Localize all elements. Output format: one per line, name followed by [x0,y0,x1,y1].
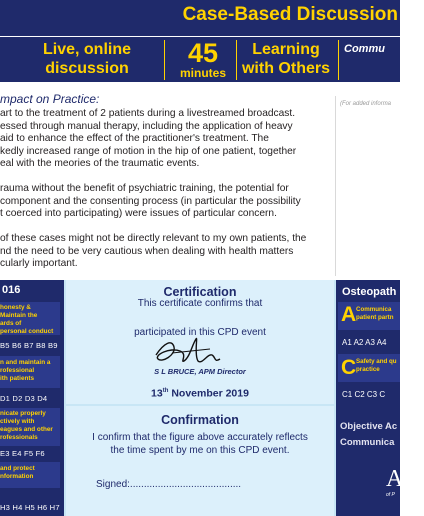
theme-a-text [356,306,393,321]
theme-text-line: Safety and qu [356,358,397,365]
standard-box-text [0,359,60,383]
learning-feature [236,40,336,78]
theme-text-line: Communica [356,306,392,313]
impact-heading: mpact on Practice: [0,92,100,106]
standard-text-line: eagues and other [0,426,53,433]
format-line1: Live, online [42,41,131,58]
theme-text-line: practice [356,365,380,373]
reflection-line: component and the consenting process (in particular the possibility [0,195,301,207]
theme-letter-c: C [341,356,357,379]
standard-text-line: nicate properly [0,410,46,417]
learning-line2: with Others [241,60,330,77]
reflection-line: eal with the meories of the traumatic events. [0,158,200,170]
reflection-line: cularly important. [0,258,78,270]
brand-logo: A [386,466,404,492]
reflection-line: t coerced into participating) were issues of particular concern. [0,208,277,220]
objective-line2: Communica [340,437,395,448]
standard-text-line: n and maintain a [0,359,51,366]
theme-letter-a: A [341,303,357,326]
confirmation-line1: I confirm that the figure above accurately reflects [92,432,308,443]
theme-text-line: patient partn [356,313,394,321]
signature-field[interactable] [96,479,241,490]
duration-value: 45 [187,38,219,68]
reflection-paragraph-3 [0,233,336,271]
objective-line1: Objective Ac [340,421,398,432]
format-line2: discussion [45,60,129,77]
confirmation-heading: Confirmation [161,413,239,427]
theme-a-codes: A1 A2 A3 A4 [342,338,387,347]
signature-image [150,333,230,369]
theme-c-codes: C1 C2 C3 C [342,390,386,399]
standard-box-text [0,304,60,336]
standard-codes: D1 D2 D3 D4 [0,394,48,403]
communication-feature: Commu [344,43,385,55]
confirmation-line2: the time spent by me on this CPD event. [110,445,290,456]
standard-text-line: ith patients [0,375,35,382]
standard-text-line: rofessionals [0,434,38,441]
certification-heading: Certification [163,285,237,299]
duration-unit: minutes [179,66,226,80]
page-title: Case-Based Discussion [182,4,398,25]
standard-text-line: ctively with [0,418,35,425]
date-day: 13 [151,387,163,400]
standard-text-line: honesty & [0,304,31,311]
standard-codes: B5 B6 B7 B8 B9 [0,341,58,350]
learning-line1: Learning [252,41,320,58]
reflection-line: nd the need to be very cautious when dealing with health matters [0,245,294,257]
standard-box-text [0,410,60,442]
reflection-line: of these cases might not be directly relevant to my own patients, the [0,233,307,244]
standard-text-line: personal conduct [0,328,54,335]
date-rest: November 2019 [168,387,249,400]
reflection-line: rauma without the benefit of psychiatric training, the potential for [0,183,289,194]
standard-text-line: nformation [0,473,34,480]
certification-line1: This certificate confirms that [137,298,263,309]
standard-text-line: and protect [0,465,35,472]
standard-codes: H3 H4 H5 H6 H7 [0,503,60,512]
reflection-paragraph-1 [0,108,336,171]
signed-label: Signed: [96,479,130,490]
standard-codes: E3 E4 F5 F6 [0,449,45,458]
standard-text-line: ards of [0,320,22,327]
objective-activity [340,419,397,451]
format-feature [28,40,146,78]
osteopathic-heading: Osteopath [342,286,397,298]
reflection-line: aid to enhance the effect of the practitioner's treatment. The [0,133,269,145]
signature-line[interactable]: ........................................ [129,479,242,490]
standard-text-line: rofessional [0,367,35,374]
reflection-paragraph-2 [0,183,336,221]
theme-c-text [356,358,397,373]
standard-box-text [0,465,60,481]
standard-text-line: Maintain the [0,312,38,319]
brand-logo-text: of P [386,492,395,498]
signatory-name: S L BRUCE, APM Director [154,367,246,376]
certificate-date [66,385,334,401]
feature-divider [164,40,165,80]
certification-line2: participated in this CPD event [134,327,266,338]
side-note: (For added informa [340,101,392,107]
date-suffix: th [162,388,169,394]
reflection-line: kedly increased range of motion in the hip of one patient, together [0,145,297,157]
reflection-line: essed through manual therapy, including the application of heavy [0,120,293,132]
feature-divider [338,40,339,80]
reflection-line: art to the treatment of 2 patients during a livestreamed broadcast. [0,108,296,119]
standards-heading: 016 [2,284,21,296]
